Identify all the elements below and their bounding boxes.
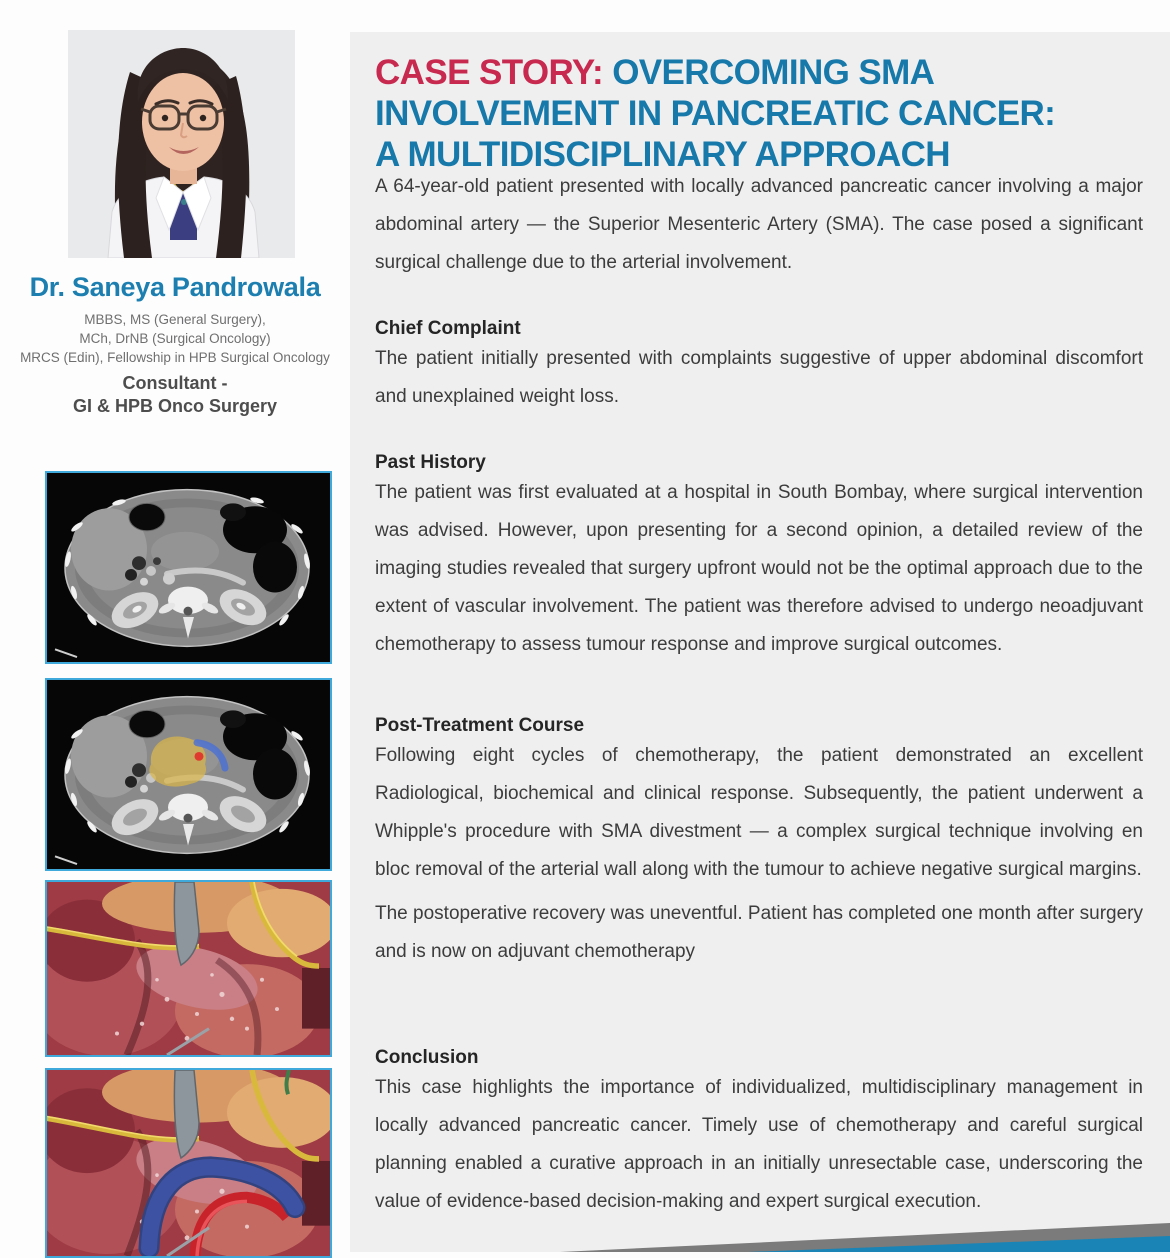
article-title	[375, 52, 1153, 175]
ct-axial-annotated-illustration	[47, 680, 330, 869]
intro-section	[375, 168, 1143, 282]
doctor-name: Dr. Saneya Pandrowala	[29, 272, 321, 302]
article-panel	[350, 32, 1170, 1252]
intraoperative-illustration	[47, 882, 330, 1055]
section-post-treatment	[375, 715, 1143, 971]
intraoperative-annotated-illustration	[47, 1070, 330, 1256]
title-highlight: CASE STORY:	[375, 53, 604, 92]
section-heading: Post-Treatment Course	[375, 715, 585, 736]
title-line2: INVOLVEMENT IN PANCREATIC CANCER:	[375, 94, 1056, 133]
doctor-portrait-illustration	[68, 30, 295, 258]
section-chief-complaint	[375, 318, 1143, 416]
role-line: Consultant -	[122, 373, 228, 393]
section-paragraph: The patient initially presented with complaints suggestive of upper abdominal discomfort and unexplained weight loss.	[375, 348, 1143, 407]
ct-scan-image	[45, 471, 332, 664]
doctor-role	[0, 372, 350, 418]
artery-dot-overlay	[195, 752, 204, 761]
credential-line: MBBS, MS (General Surgery),	[84, 312, 266, 327]
section-past-history	[375, 452, 1143, 664]
section-heading: Conclusion	[375, 1047, 479, 1068]
surgery-photo-dissection	[45, 880, 332, 1057]
section-heading: Past History	[375, 452, 486, 473]
section-paragraph: The patient was first evaluated at a hospital in South Bombay, where surgical intervention was advised. However, upon presenting for a second opinion, a detailed review of the imaging studies revealed that surgery upfront would not be the optimal approach due to the extent of vascular involvement. The patient was therefore advised to undergo neoadjuvant chemotherapy to assess tumour response and improve surgical outcomes.	[375, 482, 1143, 655]
section-paragraph: This case highlights the importance of individualized, multidisciplinary management in locally advanced pancreatic cancer. Timely use of chemotherapy and careful surgical planning enabled a curative approach in an initially unresectable case, underscoring the value of evidence-based decision-making and expert surgical execution.	[375, 1077, 1143, 1212]
intro-paragraph: A 64-year-old patient presented with locally advanced pancreatic cancer involving a major abdominal artery — the Superior Mesenteric Artery (SMA). The case posed a significant surgical challenge due to the arterial involvement.	[375, 176, 1143, 273]
doctor-credentials	[0, 310, 350, 367]
title-line3: A MULTIDISCIPLINARY APPROACH	[375, 135, 950, 174]
doctor-sidebar	[0, 0, 350, 1252]
section-conclusion	[375, 1047, 1143, 1221]
credential-line: MRCS (Edin), Fellowship in HPB Surgical Oncology	[20, 350, 330, 365]
title-line1: OVERCOMING SMA	[612, 53, 935, 92]
surgery-photo-annotated	[45, 1068, 332, 1258]
ct-axial-plain-illustration	[47, 473, 330, 662]
section-paragraph: The postoperative recovery was uneventful. Patient has completed one month after surgery and is now on adjuvant chemotherapy	[375, 903, 1143, 962]
section-paragraph: Following eight cycles of chemotherapy, the patient demonstrated an excellent Radiological, biochemical and clinical response. Subsequently, the patient underwent a Whipple's procedure with SMA divestment — a complex surgical technique involving en bloc removal of the arterial wall along with the tumour to achieve negative surgical margins.	[375, 745, 1143, 880]
ct-scan-annotated-image	[45, 678, 332, 871]
section-heading: Chief Complaint	[375, 318, 521, 339]
role-line: GI & HPB Onco Surgery	[72, 396, 278, 416]
credential-line: MCh, DrNB (Surgical Oncology)	[79, 331, 271, 346]
doctor-photo	[68, 30, 295, 258]
